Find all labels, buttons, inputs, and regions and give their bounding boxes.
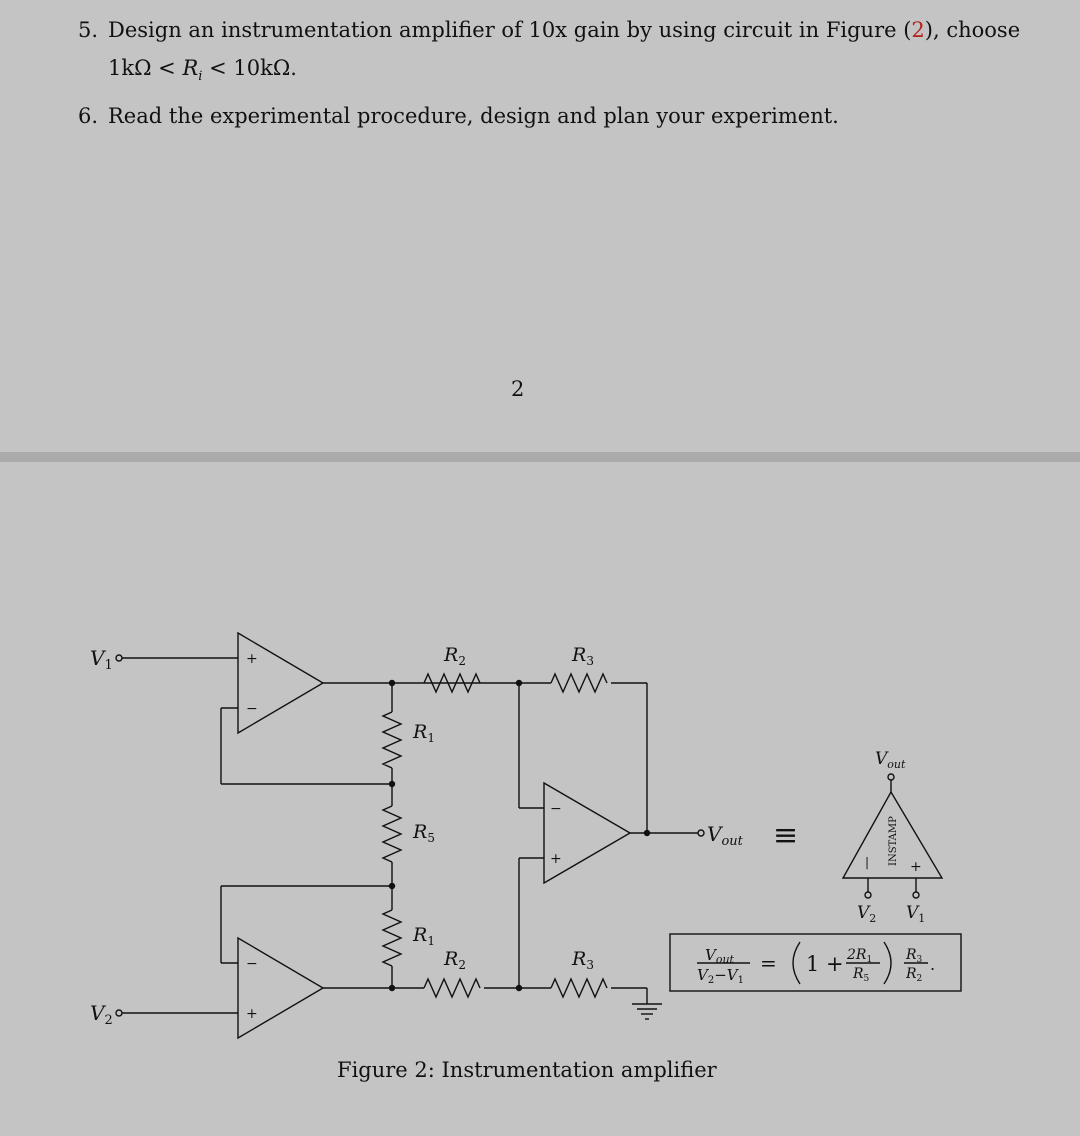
- instamp-minus: |: [865, 855, 870, 869]
- svg-text:2R1: $2R_1$: [847, 947, 873, 965]
- instamp-v2-label: $V_2$: [857, 903, 877, 925]
- opamp-a3: [544, 783, 630, 883]
- r1-top-resistor: [383, 712, 401, 768]
- svg-text:R3: $R_3$: [906, 947, 923, 965]
- instamp-plus: +: [910, 859, 922, 875]
- label-r5: $R_5$: [413, 821, 435, 845]
- gain-formula: [697, 946, 935, 986]
- page-number: 2: [511, 377, 525, 401]
- a3-plus-label: +: [550, 851, 562, 867]
- figure-caption: Figure 2: Instrumentation amplifier: [337, 1058, 717, 1082]
- v1-terminal: [116, 655, 122, 661]
- opamp-a2: [238, 938, 323, 1038]
- label-vout: $V_{out}$: [707, 822, 743, 849]
- label-r3-top: $R_3$: [572, 644, 594, 668]
- label-v1: $V_1$: [90, 646, 113, 673]
- question-5-number: 5.: [78, 18, 99, 42]
- r5-resistor: [383, 806, 401, 862]
- label-v2: $V_2$: [90, 1001, 113, 1028]
- question-6-text: Read the experimental procedure, design and plan your experiment.: [108, 104, 839, 128]
- a2-minus-label: −: [246, 956, 258, 972]
- svg-text:1 +: 1 +: [806, 952, 844, 976]
- label-r2-top: $R_2$: [444, 644, 466, 668]
- a3-minus-label: −: [550, 801, 562, 817]
- svg-text:Vout: $V_{out}$: [705, 946, 734, 966]
- r3-top-resistor: [551, 674, 607, 692]
- label-r1-bottom: $R_1$: [413, 924, 435, 948]
- instamp-text: INSTAMP: [888, 816, 899, 866]
- question-6-number: 6.: [78, 104, 99, 128]
- question-5-text-a: Design an instrumentation amplifier of 10x gain by using circuit in Figure (: [108, 18, 912, 42]
- question-5-text-b: ), choose: [924, 18, 1021, 42]
- label-r2-bottom: $R_2$: [444, 948, 466, 972]
- svg-text:R5: $R_5$: [853, 966, 870, 984]
- r2-bottom-resistor: [424, 979, 480, 997]
- equivalence-symbol: ≡: [773, 818, 799, 853]
- opamp-a1: [238, 633, 323, 733]
- vout-terminal: [698, 830, 704, 836]
- svg-text:V2−V1: $V_2-V_1$: [697, 966, 745, 986]
- svg-text:R2: $R_2$: [906, 966, 923, 984]
- instamp-vout-label: $V_{out}$: [875, 749, 906, 771]
- label-r3-bottom: $R_3$: [572, 948, 594, 972]
- r1-bottom-resistor: [383, 910, 401, 966]
- ground-icon: [632, 1004, 662, 1019]
- a1-minus-label: −: [246, 701, 258, 717]
- svg-text:.: .: [930, 955, 936, 974]
- question-5-line2: $1k\Omega < R_i < 10k\Omega$.: [108, 56, 297, 85]
- a1-plus-label: +: [246, 651, 258, 667]
- r3-bottom-resistor: [551, 979, 607, 997]
- a2-plus-label: +: [246, 1006, 258, 1022]
- v2-terminal: [116, 1010, 122, 1016]
- instamp-v1-label: $V_1$: [906, 903, 926, 925]
- figure-ref-link[interactable]: 2: [911, 18, 925, 42]
- svg-text:=: =: [760, 951, 777, 975]
- label-r1-top: $R_1$: [413, 721, 435, 745]
